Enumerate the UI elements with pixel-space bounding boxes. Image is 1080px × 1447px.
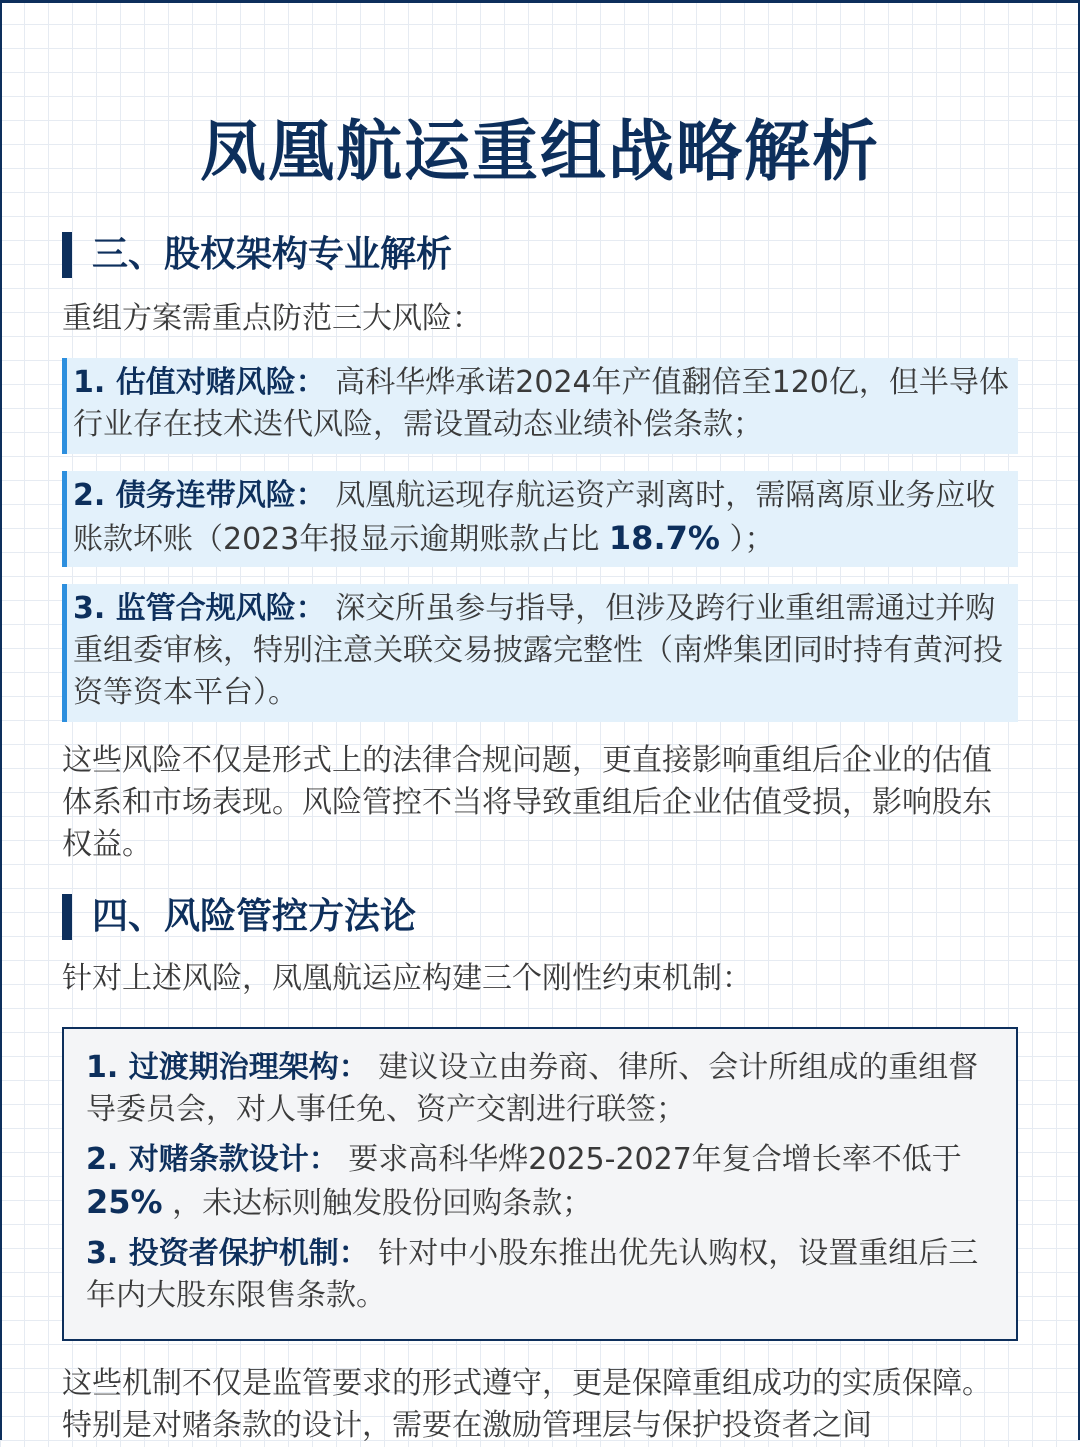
risk-text: 凤凰航运现存航运资产剥离时，需隔离原业务应收账款坏账（2023年报显示逾期账款占比 <box>73 478 996 557</box>
mechanism-governance <box>86 1047 996 1131</box>
risk-item-valuation <box>62 358 1018 454</box>
section4-intro: 针对上述风险，凤凰航运应构建三个刚性约束机制： <box>62 961 752 996</box>
overdue-ratio-value: 18.7% <box>608 519 720 557</box>
risk-item-compliance <box>62 584 1018 722</box>
mechanism-label: 2. 对赌条款设计： <box>86 1142 339 1177</box>
section4-conclusion: 这些机制不仅是监管要求的形式遵守，更是保障重组成功的实质保障。特别是对赌条款的设计，需要在激励管理层与保护投资者之间 <box>62 1366 992 1443</box>
risk-item-debt <box>62 471 1018 567</box>
mechanism-investor-protection <box>86 1233 996 1317</box>
page-title: 凤凰航运重组战略解析 <box>200 113 880 190</box>
mechanism-label: 1. 过渡期治理架构： <box>86 1050 369 1085</box>
mechanisms-box <box>62 1027 1018 1341</box>
risk-label: 3. 监管合规风险： <box>73 591 326 626</box>
section3-intro: 重组方案需重点防范三大风险： <box>62 301 482 336</box>
risk-label: 1. 估值对赌风险： <box>73 365 326 400</box>
mechanism-text: 要求高科华烨2025-2027年复合增长率不低于 <box>348 1142 962 1177</box>
mechanism-text: 建议设立由券商、律所、会计所组成的重组督导委员会，对人事任免、资产交割进行联签； <box>86 1050 979 1127</box>
risk-label: 2. 债务连带风险： <box>73 478 326 513</box>
risk-text-end: ）； <box>729 522 775 557</box>
mechanism-label: 3. 投资者保护机制： <box>86 1236 369 1271</box>
section-heading-risk-control: 四、风险管控方法论 <box>62 894 416 940</box>
mechanism-bet-clause <box>86 1139 996 1225</box>
section-heading-equity: 三、股权架构专业解析 <box>62 232 452 278</box>
mechanism-text: 针对中小股东推出优先认购权，设置重组后三年内大股东限售条款。 <box>86 1236 979 1313</box>
growth-rate-value: 25% <box>86 1183 163 1221</box>
risk-text: 深交所虽参与指导，但涉及跨行业重组需通过并购重组委审核，特别注意关联交易披露完整性（南烨集团同时持有黄河投资等资本平台）。 <box>73 591 1003 710</box>
section3-conclusion: 这些风险不仅是形式上的法律合规问题，更直接影响重组后企业的估值体系和市场表现。风险管控不当将导致重组后企业估值受损，影响股东权益。 <box>62 743 992 862</box>
risk-text: 高科华烨承诺2024年产值翻倍至120亿，但半导体行业存在技术迭代风险，需设置动态业绩补偿条款； <box>73 365 1009 442</box>
mechanism-text-end: ，未达标则触发股份回购条款； <box>172 1186 593 1221</box>
